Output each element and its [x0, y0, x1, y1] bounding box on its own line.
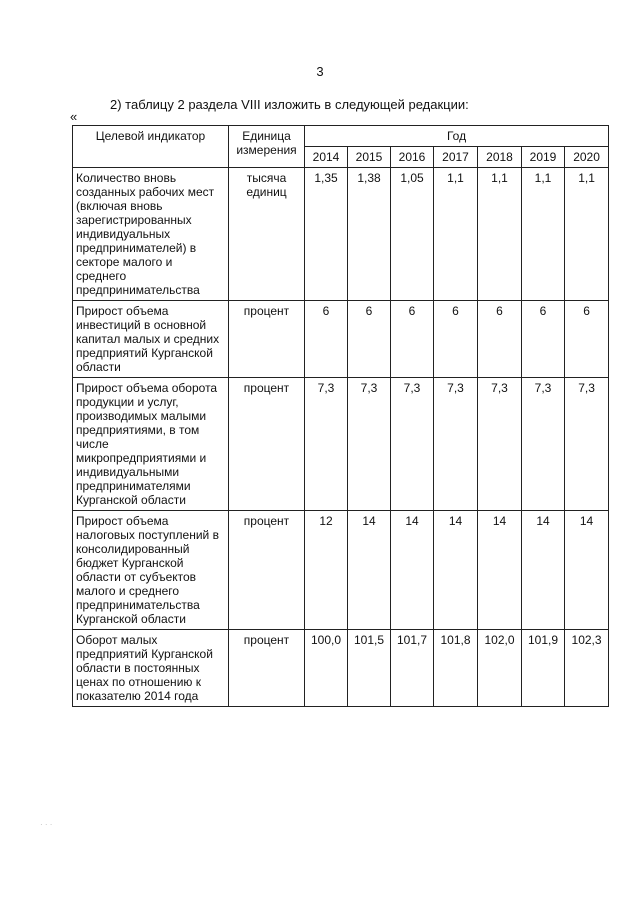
unit-cell: процент — [229, 301, 305, 378]
value-cell: 1,1 — [522, 168, 565, 301]
indicator-cell: Прирост объема налоговых поступлений в консолидированный бюджет Курганской области от субъектов малого и среднего предпринимательства Курганской области — [73, 511, 229, 630]
value-cell: 6 — [391, 301, 434, 378]
table-row — [73, 630, 609, 707]
opening-quote: « — [70, 109, 78, 124]
header-unit: Единица измерения — [229, 126, 305, 168]
header-year-2014: 2014 — [305, 147, 348, 168]
value-cell: 6 — [565, 301, 609, 378]
value-cell: 6 — [522, 301, 565, 378]
indicator-cell: Оборот малых предприятий Курганской области в постоянных ценах по отношению к показателю 2014 года — [73, 630, 229, 707]
unit-cell: тысяча единиц — [229, 168, 305, 301]
value-cell: 14 — [434, 511, 478, 630]
header-year: Год — [305, 126, 609, 147]
header-year-2016: 2016 — [391, 147, 434, 168]
intro-text: 2) таблицу 2 раздела VIII изложить в следующей редакции: — [110, 97, 469, 112]
value-cell: 100,0 — [305, 630, 348, 707]
header-year-2017: 2017 — [434, 147, 478, 168]
value-cell: 7,3 — [305, 378, 348, 511]
value-cell: 1,35 — [305, 168, 348, 301]
header-row — [73, 126, 609, 147]
header-year-2015: 2015 — [348, 147, 391, 168]
value-cell: 101,9 — [522, 630, 565, 707]
value-cell: 1,05 — [391, 168, 434, 301]
value-cell: 1,1 — [434, 168, 478, 301]
value-cell: 102,0 — [478, 630, 522, 707]
value-cell: 7,3 — [565, 378, 609, 511]
table-row — [73, 168, 609, 301]
value-cell: 1,1 — [478, 168, 522, 301]
value-cell: 101,8 — [434, 630, 478, 707]
indicator-cell: Количество вновь созданных рабочих мест (включая вновь зарегистрированных индивидуальных предпринимателей) в секторе малого и среднего предпринимательства — [73, 168, 229, 301]
value-cell: 14 — [522, 511, 565, 630]
value-cell: 1,1 — [565, 168, 609, 301]
target-indicators-table — [72, 125, 609, 707]
value-cell: 14 — [348, 511, 391, 630]
value-cell: 7,3 — [391, 378, 434, 511]
value-cell: 7,3 — [478, 378, 522, 511]
scan-specks: · · · — [40, 820, 53, 829]
unit-cell: процент — [229, 378, 305, 511]
value-cell: 7,3 — [348, 378, 391, 511]
value-cell: 6 — [305, 301, 348, 378]
value-cell: 7,3 — [434, 378, 478, 511]
unit-cell: процент — [229, 630, 305, 707]
header-indicator: Целевой индикатор — [73, 126, 229, 168]
unit-cell: процент — [229, 511, 305, 630]
value-cell: 101,5 — [348, 630, 391, 707]
header-year-2018: 2018 — [478, 147, 522, 168]
value-cell: 14 — [391, 511, 434, 630]
table-row — [73, 301, 609, 378]
indicator-cell: Прирост объема оборота продукции и услуг, производимых малыми предприятиями, в том числе микропредприятиями и индивидуальными предпринимателями Курганской области — [73, 378, 229, 511]
value-cell: 12 — [305, 511, 348, 630]
header-year-2019: 2019 — [522, 147, 565, 168]
header-year-2020: 2020 — [565, 147, 609, 168]
value-cell: 102,3 — [565, 630, 609, 707]
value-cell: 6 — [478, 301, 522, 378]
table-row — [73, 511, 609, 630]
value-cell: 101,7 — [391, 630, 434, 707]
value-cell: 6 — [434, 301, 478, 378]
indicator-cell: Прирост объема инвестиций в основной капитал малых и средних предприятий Курганской области — [73, 301, 229, 378]
table-row — [73, 378, 609, 511]
page-number: 3 — [316, 64, 324, 79]
value-cell: 6 — [348, 301, 391, 378]
value-cell: 14 — [478, 511, 522, 630]
value-cell: 7,3 — [522, 378, 565, 511]
value-cell: 14 — [565, 511, 609, 630]
value-cell: 1,38 — [348, 168, 391, 301]
